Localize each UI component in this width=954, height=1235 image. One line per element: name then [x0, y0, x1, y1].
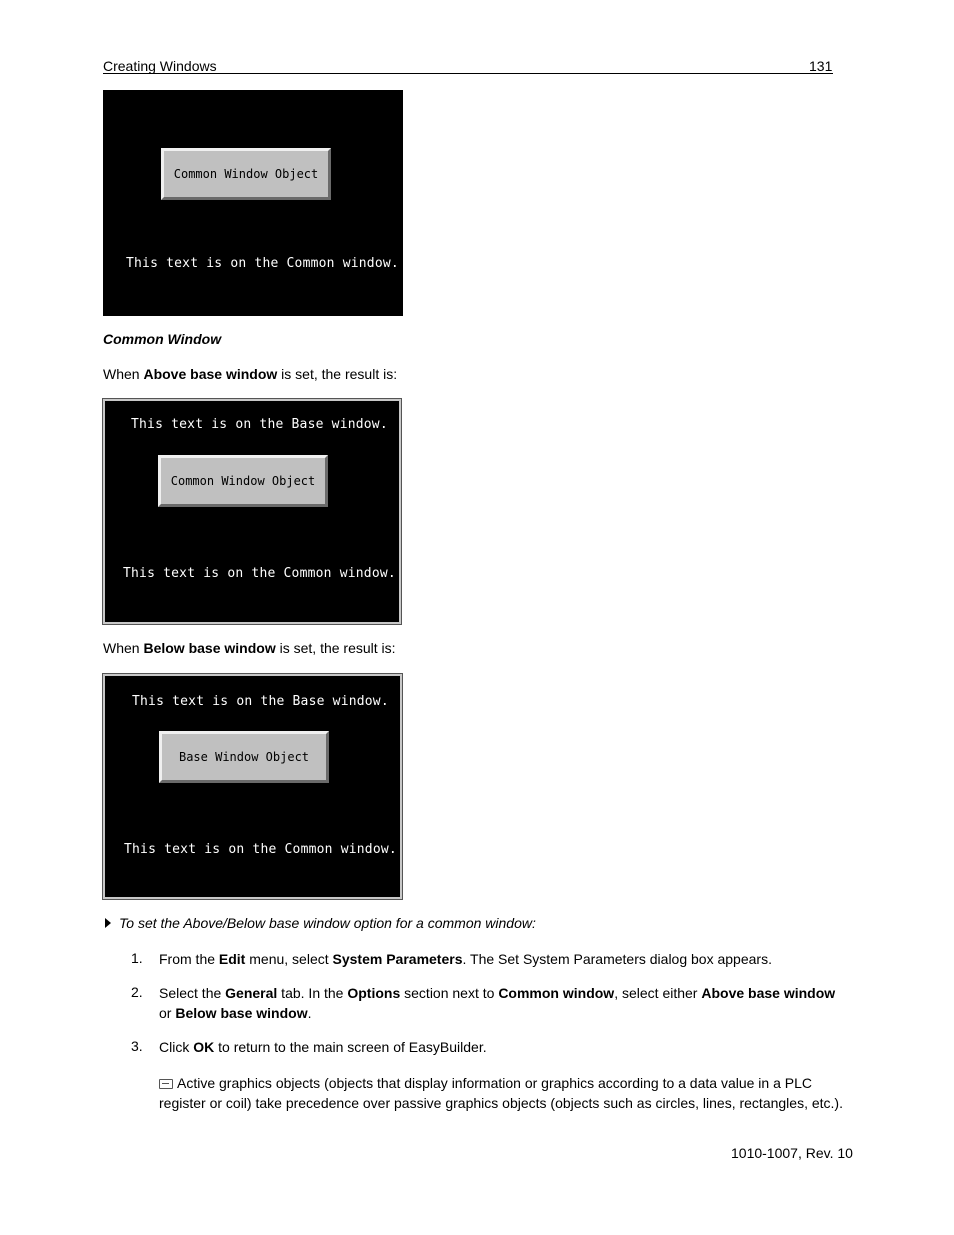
step-text: menu, select — [245, 951, 333, 967]
step-bold: OK — [193, 1039, 215, 1055]
footer-doc-id: 1010-1007, Rev. 10 — [731, 1145, 853, 1161]
step-text: Select the — [159, 985, 226, 1001]
triangle-bullet-icon — [105, 918, 111, 928]
step-text: or — [159, 1005, 176, 1021]
above-base-paragraph — [103, 366, 397, 382]
below-base-screenshot — [103, 674, 402, 899]
procedure-heading — [105, 915, 536, 931]
base-window-text: This text is on the Base window. — [132, 694, 389, 709]
para-text: When — [103, 640, 144, 656]
step-text: . The Set System Parameters dialog box appears. — [462, 951, 772, 967]
note-text: Active graphics objects (objects that display information or graphics according to a data value in a PLC register or coil) take precedence over passive graphics objects (objects such as circles, lines, rectangles, etc.). — [159, 1075, 843, 1111]
step-bold: Below base window — [175, 1005, 308, 1021]
step-bold: General — [225, 985, 278, 1001]
note-icon — [159, 1079, 173, 1089]
common-window-object-button: Common Window Object — [161, 148, 331, 200]
step-bold: Options — [347, 985, 401, 1001]
para-bold: Above base window — [143, 366, 278, 382]
step-text: section next to — [400, 985, 499, 1001]
page-number: 131 — [809, 58, 833, 74]
para-text: is set, the result is: — [275, 640, 396, 656]
common-window-text: This text is on the Common window. — [124, 842, 397, 857]
step-number: 3. — [131, 1038, 143, 1054]
step-number: 2. — [131, 984, 143, 1000]
common-window-text: This text is on the Common window. — [126, 256, 399, 271]
common-window-screenshot — [103, 90, 403, 316]
base-window-object-button: Base Window Object — [159, 731, 329, 783]
note — [159, 1073, 859, 1113]
base-window-text: This text is on the Base window. — [131, 417, 388, 432]
procedure-heading-text: To set the Above/Below base window option for a common window: — [119, 915, 536, 931]
common-window-object-button: Common Window Object — [158, 455, 328, 507]
step-bold: Common window — [498, 985, 615, 1001]
step-text: , select either — [614, 985, 702, 1001]
header-title: Creating Windows — [103, 58, 217, 74]
step-number: 1. — [131, 950, 143, 966]
step-text: to return to the main screen of EasyBuilder. — [214, 1039, 487, 1055]
step-bold: Edit — [218, 951, 246, 967]
figure-caption: Common Window — [103, 331, 222, 347]
below-base-paragraph — [103, 640, 396, 656]
para-text: When — [103, 366, 144, 382]
step-2 — [159, 983, 849, 1023]
step-text: . — [307, 1005, 312, 1021]
step-text: tab. In the — [277, 985, 348, 1001]
step-bold: Above base window — [701, 985, 836, 1001]
above-base-screenshot — [103, 399, 401, 624]
step-bold: System Parameters — [332, 951, 463, 967]
step-3 — [159, 1037, 849, 1057]
para-text: is set, the result is: — [277, 366, 398, 382]
step-1 — [159, 949, 849, 969]
header-rule — [103, 73, 833, 74]
common-window-text: This text is on the Common window. — [123, 566, 396, 581]
step-text: From the — [159, 951, 219, 967]
para-bold: Below base window — [143, 640, 276, 656]
step-text: Click — [159, 1039, 194, 1055]
